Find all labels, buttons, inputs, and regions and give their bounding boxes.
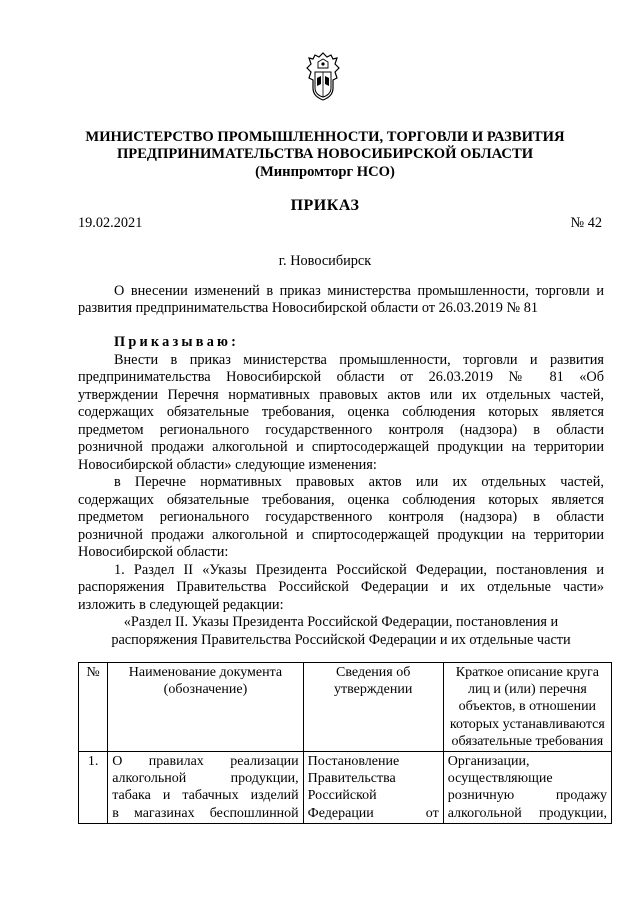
body-line: Новосибирской области» следующие изменения: — [78, 457, 377, 473]
body-line: 1. Раздел II «Указы Президента Российской Федерации, постановления и — [114, 562, 604, 578]
body-line: розничной продажи алкогольной и спиртосодержащей продукции на территории — [78, 439, 604, 455]
order-word: Приказываю: — [114, 334, 240, 350]
body-line: предметом регионального государственного контроля (надзора) в области — [78, 422, 604, 438]
header-number: № — [79, 663, 108, 752]
ministry-name-line2: ПРЕДПРИНИМАТЕЛЬСТВА НОВОСИБИРСКОЙ ОБЛАСТИ — [116, 146, 534, 162]
ministry-name — [60, 129, 590, 163]
table-header-row — [79, 663, 612, 752]
body-line: распоряжения Правительства Российской Федерации и их отдельные части» — [78, 579, 604, 595]
body-line: в Перечне нормативных правовых актов или их отдельных частей, — [114, 474, 604, 490]
body-line: розничной продажи алкогольной и спиртосодержащей продукции на территории — [78, 527, 604, 543]
cell-line: осуществляющие — [447, 771, 553, 787]
row-description — [443, 752, 611, 824]
ministry-abbreviation: (Минпромторг НСО) — [255, 164, 395, 180]
section-heading-line: распоряжения Правительства Российской Федерации и их отдельные части — [111, 632, 571, 648]
body-line: Внести в приказ министерства промышленности, торговли и развития — [114, 352, 604, 368]
cell-line: Правительства — [307, 771, 396, 787]
subject-line: развития предпринимательства Новосибирской области от 26.03.2019 № 81 — [78, 300, 539, 316]
body-line: утверждении Перечня нормативных правовых актов или их отдельных частей, — [78, 387, 604, 403]
header-document-name: Наименование документа (обозначение) — [108, 663, 303, 752]
cell-line: табака и табачных изделий — [112, 788, 299, 804]
body-line: Новосибирской области: — [78, 544, 229, 560]
regulations-table — [78, 662, 612, 824]
body-line: предметом регионального государственного контроля (надзора) в области — [78, 509, 604, 525]
table-row — [79, 752, 612, 824]
cell-line: в магазинах беспошлинной — [112, 805, 299, 821]
document-city: г. Новосибирск — [278, 253, 372, 269]
cell-line: Российской — [307, 788, 377, 804]
body-line: предпринимательства Новосибирской области от 26.03.2019 № 81 «Об — [78, 369, 604, 385]
ministry-name-line1: МИНИСТЕРСТВО ПРОМЫШЛЕННОСТИ, ТОРГОВЛИ И РАЗВИТИЯ — [85, 129, 565, 145]
cell-line: О правилах реализации — [112, 754, 299, 770]
cell-line: алкогольной продукции, — [447, 805, 607, 821]
coat-of-arms-emblem — [303, 50, 343, 102]
row-document-name — [108, 752, 303, 824]
body-line: содержащих обязательные требования, оценка соблюдения которых является — [78, 404, 604, 420]
body-line: изложить в следующей редакции: — [78, 597, 284, 613]
document-title: ПРИКАЗ — [290, 197, 360, 214]
cell-line: алкогольной продукции, — [112, 771, 299, 787]
cell-line: Постановление — [307, 754, 400, 770]
cell-line: Федерации от — [307, 805, 439, 821]
subject-line: О внесении изменений в приказ министерства промышленности, торговли и — [114, 283, 604, 299]
row-approval — [303, 752, 443, 824]
document-date: 19.02.2021 — [78, 215, 143, 231]
cell-line: Организации, — [447, 754, 530, 770]
document-number: № 42 — [570, 215, 602, 231]
section-heading-line: «Раздел II. Указы Президента Российской Федерации, постановления и — [123, 614, 559, 630]
header-approval: Сведения об утверждении — [303, 663, 443, 752]
body-line: содержащих обязательные требования, оценка соблюдения которых является — [78, 492, 604, 508]
cell-line: розничную продажу — [447, 788, 607, 804]
header-description: Краткое описание круга лиц и (или) перечня объектов, в отношении которых устанавливаются обязательные требования — [443, 663, 611, 752]
row-number: 1. — [79, 752, 108, 824]
